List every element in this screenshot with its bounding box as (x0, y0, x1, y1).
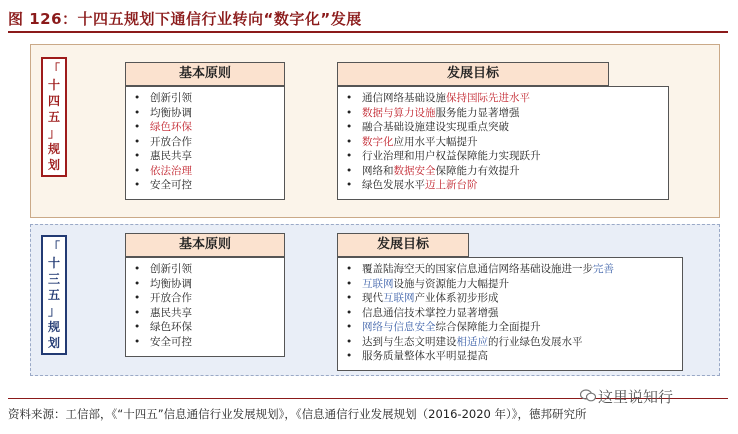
plan13-goal-text: 设施与资源能力大幅提升 (393, 277, 509, 290)
plan14-goal-item (346, 106, 668, 121)
plan14-goal-text: 数字化 (362, 135, 394, 148)
watermark: 这里说知行 (598, 388, 674, 406)
plan14-goal-text: 保障能力有效提升 (435, 164, 520, 177)
plan14-principle-item: • 绿色环保 (134, 120, 284, 135)
plan14-goal-text: 服务能力显著增强 (435, 106, 520, 119)
plan13-principle-item: • 开放合作 (134, 291, 284, 306)
plan13-goal-text: 网络与信息安全 (362, 321, 436, 333)
plan13-principle-item: • 安全可控 (134, 335, 284, 350)
plan14-principle-item: • 安全可控 (134, 178, 284, 193)
plan14-tag-char: 五 (47, 110, 60, 124)
plan14-principles-title: 基本原则 (125, 62, 285, 86)
plan14-panel (30, 44, 720, 218)
plan14-goal-text: 行业治理和用户权益保障能力实现跃升 (362, 150, 541, 162)
plan14-tag (41, 57, 67, 177)
plan13-goal-text: 信息通信技术掌控力显著增强 (362, 306, 499, 319)
plan13-goal-text: 达到与生态文明建设 (362, 335, 457, 348)
plan13-tag-char: 规 (47, 320, 60, 334)
plan14-principle-item: • 依法治理 (134, 164, 284, 179)
plan14-principle-item: • 均衡协调 (134, 106, 284, 121)
plan14-tag-char: 「 (47, 62, 60, 76)
plan13-tag-char: 三 (47, 272, 60, 286)
plan14-goal-text: 网络和 (362, 164, 394, 177)
plan13-principle-item: • 均衡协调 (134, 277, 284, 292)
plan13-tag-char: 划 (47, 336, 60, 350)
plan14-principles-list (125, 86, 285, 200)
plan14-goal-item (346, 164, 668, 179)
plan13-goal-item (346, 306, 682, 321)
plan14-goal-text: 通信网络基础设施 (362, 92, 446, 104)
plan13-panel (30, 224, 720, 376)
plan13-goal-item (346, 349, 682, 364)
plan14-goal-text: 绿色发展水平 (362, 179, 425, 191)
plan13-tag-char: 「 (47, 240, 60, 254)
plan13-goal-item (346, 291, 682, 306)
plan14-goal-item (346, 135, 668, 150)
plan14-goal-text: 应用水平大幅提升 (393, 135, 478, 148)
plan13-principle-item: • 绿色环保 (134, 320, 284, 335)
title-rule (8, 31, 728, 33)
plan14-tag-char: 划 (47, 158, 60, 172)
plan13-tag-char: 」 (47, 304, 60, 318)
plan13-principles-list (125, 257, 285, 357)
plan14-principle-item: • 创新引领 (134, 91, 284, 106)
plan13-goal-item (346, 335, 682, 350)
plan13-goals-title: 发展目标 (337, 233, 469, 257)
plan13-goal-text: 的行业绿色发展水平 (488, 335, 583, 348)
plan13-tag (41, 235, 67, 355)
plan13-goal-text: 互联网 (383, 292, 415, 304)
plan14-goals-list (337, 86, 669, 200)
plan13-goal-text: 产业体系初步形成 (414, 292, 499, 304)
plan14-principle-item: • 开放合作 (134, 135, 284, 150)
plan13-goal-text: 综合保障能力全面提升 (435, 321, 541, 333)
plan14-tag-char: 规 (47, 142, 60, 156)
plan14-goal-text: 数据安全 (393, 164, 436, 177)
source-note: 资料来源：工信部，《“十四五”信息通信行业发展规划》，《信息通信行业发展规划（2016-2020 年）》，德邦研究所 (8, 407, 587, 421)
figure-title: 图 126：十四五规划下通信行业转向“数字化”发展 (8, 10, 362, 28)
plan14-goal-text: 融合基础设施建设实现重点突破 (362, 121, 509, 133)
plan14-goal-text: 迈上新台阶 (425, 179, 478, 191)
plan13-tag-char: 十 (47, 256, 60, 270)
plan13-goal-text: 互联网 (362, 277, 394, 290)
plan14-tag-char: 四 (47, 94, 60, 108)
plan14-goals-title: 发展目标 (337, 62, 609, 86)
plan13-goal-item (346, 262, 682, 277)
plan14-goal-item (346, 178, 668, 193)
plan13-principles-title: 基本原则 (125, 233, 285, 257)
plan13-goal-text: 相适应 (456, 335, 488, 348)
plan14-goal-item (346, 91, 668, 106)
plan13-goal-item (346, 320, 682, 335)
plan14-goal-item (346, 120, 668, 135)
plan14-tag-char: 」 (47, 126, 60, 140)
plan14-goal-item (346, 149, 668, 164)
plan13-goal-text: 现代 (362, 292, 383, 304)
plan13-principle-item: • 惠民共享 (134, 306, 284, 321)
plan14-goal-text: 保持国际先进水平 (446, 92, 530, 104)
plan13-principle-item: • 创新引领 (134, 262, 284, 277)
plan13-tag-char: 五 (47, 288, 60, 302)
chat-icon (580, 389, 596, 402)
plan13-goal-text: 完善 (593, 263, 614, 275)
plan14-principle-item: • 惠民共享 (134, 149, 284, 164)
plan13-goal-item (346, 277, 682, 292)
plan13-goals-list (337, 257, 683, 371)
plan14-goal-text: 数据与算力设施 (362, 106, 436, 119)
plan14-tag-char: 十 (47, 78, 60, 92)
plan13-goal-text: 服务质量整体水平明显提高 (362, 350, 488, 362)
plan13-goal-text: 覆盖陆海空天的国家信息通信网络基础设施进一步 (362, 263, 593, 275)
